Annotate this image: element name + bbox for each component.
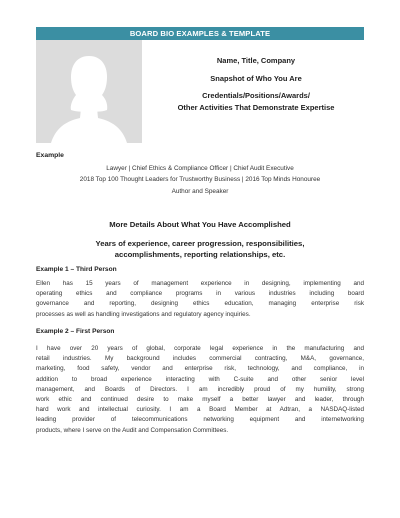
credentials-heading: Credentials/Positions/Awards/	[202, 91, 310, 100]
example2-paragraph	[36, 344, 364, 436]
bio-heading-block	[148, 55, 364, 113]
example1-title: Example 1 – Third Person	[36, 266, 117, 273]
details-heading: More Details About What You Have Accomplished	[109, 220, 291, 229]
example-credentials	[36, 163, 364, 197]
paragraph-line: Ellen has 15 years of management experience in designing, implementing and	[36, 280, 364, 287]
paragraph-line: I have over 20 years of global, corporate legal experience in the manufacturing and	[36, 345, 364, 352]
paragraph-line: processes as well as handling investigations and regulatory agency inquiries.	[36, 310, 251, 318]
years-subheading-line: accomplishments, reporting relationships, etc.	[114, 250, 286, 259]
snapshot-heading: Snapshot of Who You Are	[210, 73, 302, 83]
paragraph-line: governance and reporting, designing ethics education, managing enterprise risk	[36, 300, 364, 308]
name-title-company: Name, Title, Company	[216, 56, 296, 65]
paragraph-line: hard work and intellectual curiosity. I am a Board Member at Adtran, a NASDAQ-listed	[36, 406, 364, 414]
paragraph-line: marketing, food safety, vendor and enterprise risk, technology, and compliance, in	[36, 365, 364, 373]
paragraph-line: addition to broad experience interacting with C-suite and other senior level	[36, 375, 364, 383]
example-line: Lawyer | Chief Ethics & Compliance Officer | Chief Audit Executive	[106, 165, 294, 172]
profile-photo-placeholder	[36, 40, 142, 143]
document-title: BOARD BIO EXAMPLES & TEMPLATE	[129, 29, 271, 38]
paragraph-line: retail industries. My background includes commercial contracting, M&A, governance,	[36, 355, 364, 363]
example2-title: Example 2 – First Person	[36, 328, 115, 335]
other-activities-heading: Other Activities That Demonstrate Expertise	[177, 102, 335, 112]
example-line: 2018 Top 100 Thought Leaders for Trustworthy Business | 2016 Top Minds Honouree	[79, 176, 321, 184]
paragraph-line: products, where I serve on the Audit and Compensation Committees.	[36, 426, 229, 434]
person-silhouette-icon	[36, 40, 142, 143]
paragraph-line: leading provider of telecommunications networking equipment and internetworking	[36, 416, 364, 424]
paragraph-line: work ethic and continued desire to make myself a better lawyer and leader, through	[36, 396, 364, 404]
example1-paragraph	[36, 279, 364, 320]
years-subheading	[36, 238, 364, 260]
paragraph-line: operating ethics and compliance programs in various industries including board	[36, 290, 364, 298]
paragraph-line: management, and Boards of Directors. I am incredibly proud of my humility, strong	[36, 385, 364, 393]
example-line: Author and Speaker	[171, 187, 229, 195]
years-subheading-line: Years of experience, career progression, responsibilities,	[95, 239, 305, 248]
header-bar	[36, 27, 364, 40]
example-label: Example	[36, 152, 64, 159]
